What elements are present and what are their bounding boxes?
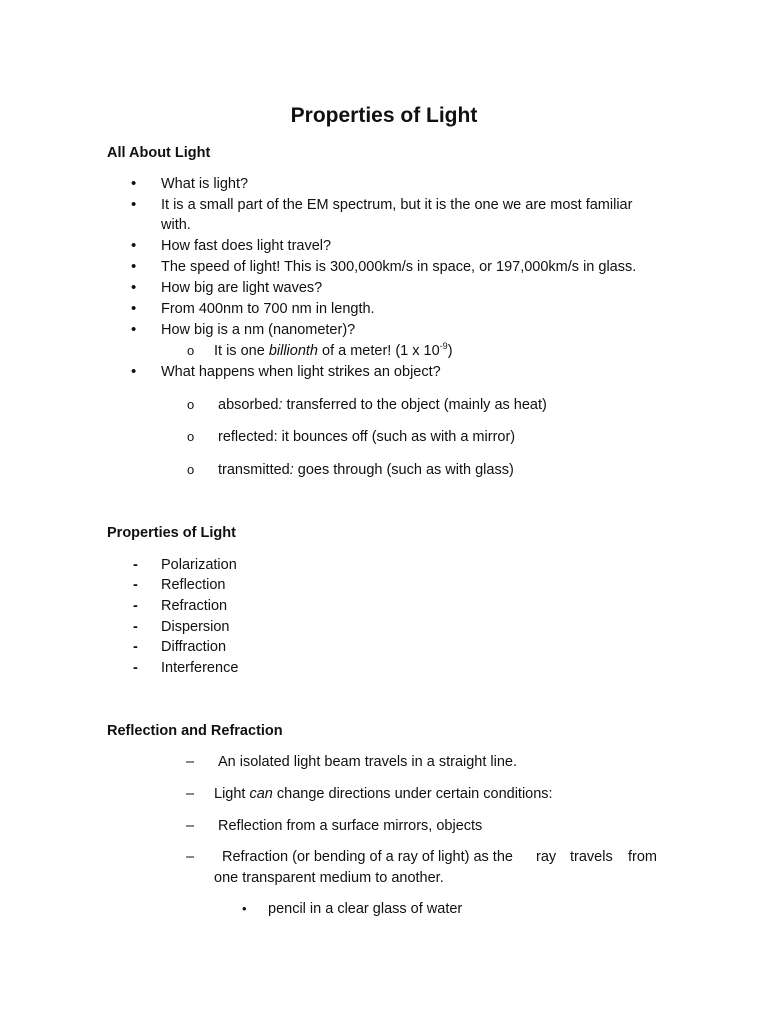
item-prefix: Light — [214, 786, 250, 802]
term: absorbed — [218, 397, 279, 413]
endash-bullet-icon: – — [186, 849, 195, 865]
bullet-icon: • — [131, 300, 137, 317]
list-item: Polarization — [161, 557, 237, 573]
list-item: What happens when light strikes an object? — [161, 364, 441, 380]
list-item-continuation: one transparent medium to another. — [214, 870, 444, 886]
circle-bullet-icon: o — [187, 462, 195, 477]
sub-list-item — [218, 395, 547, 415]
bullet-icon: • — [131, 363, 137, 380]
sub-list-item — [218, 460, 514, 480]
bullet-icon: • — [131, 321, 137, 338]
dash-bullet-icon: - — [133, 598, 138, 614]
circle-bullet-icon: o — [187, 429, 195, 444]
circle-bullet-icon: o — [187, 343, 195, 358]
bullet-icon: • — [131, 237, 137, 254]
term-description: it bounces off (such as with a mirror) — [277, 429, 516, 445]
list-item: From 400nm to 700 nm in length. — [161, 301, 375, 317]
page-title: Properties of Light — [290, 104, 478, 127]
list-item: Diffraction — [161, 639, 227, 655]
item-suffix: change directions under certain conditions: — [272, 786, 553, 802]
term-colon: : — [289, 462, 294, 478]
list-item: How big is a nm (nanometer)? — [161, 322, 356, 338]
sub-item-suffix: of a meter! (1 x 10 — [317, 343, 440, 359]
list-item-word: from — [628, 849, 657, 865]
section-heading-reflection-and-refraction: Reflection and Refraction — [107, 723, 283, 739]
bullet-icon: • — [131, 196, 137, 213]
section-heading-all-about-light: All About Light — [107, 145, 211, 161]
list-item: Reflection from a surface mirrors, objects — [218, 818, 483, 834]
sub-item-prefix: It is one — [214, 343, 269, 359]
sub-list-item: pencil in a clear glass of water — [268, 901, 463, 917]
list-item-word: travels — [570, 849, 613, 865]
list-item: Dispersion — [161, 619, 230, 635]
term-description: goes through (such as with glass) — [293, 462, 514, 478]
dash-bullet-icon: - — [133, 577, 138, 593]
term: reflected — [218, 429, 274, 445]
circle-bullet-icon: o — [187, 397, 195, 412]
bullet-icon: • — [131, 258, 137, 275]
item-italic: can — [249, 786, 273, 802]
list-item — [214, 784, 553, 804]
list-item-word: ray — [536, 849, 557, 865]
list-item: Reflection — [161, 577, 226, 593]
endash-bullet-icon: – — [186, 786, 195, 802]
list-item: How fast does light travel? — [161, 238, 332, 254]
sub-item-italic: billionth — [268, 343, 318, 359]
list-item-part: Refraction (or bending of a ray of light) as the — [222, 849, 513, 865]
term-description: transferred to the object (mainly as heat) — [282, 397, 547, 413]
list-item-continuation: with. — [161, 217, 191, 233]
list-item: What is light? — [161, 176, 249, 192]
sub-list-item — [214, 341, 453, 361]
section-heading-properties-of-light: Properties of Light — [107, 525, 236, 541]
sub-list-item — [218, 427, 515, 447]
dash-bullet-icon: - — [133, 619, 138, 635]
bullet-icon: • — [131, 175, 137, 192]
list-item: The speed of light! This is 300,000km/s in space, or 197,000km/s in glass. — [161, 259, 637, 275]
list-item: Interference — [161, 660, 239, 676]
term-colon: : — [278, 397, 283, 413]
term-colon: : — [273, 429, 278, 445]
term: transmitted — [218, 462, 290, 478]
bullet-icon: • — [242, 901, 247, 916]
endash-bullet-icon: – — [186, 754, 195, 770]
exponent: -9 — [439, 341, 448, 352]
list-item: An isolated light beam travels in a straight line. — [218, 754, 518, 770]
dash-bullet-icon: - — [133, 639, 138, 655]
bullet-icon: • — [131, 279, 137, 296]
list-item: How big are light waves? — [161, 280, 323, 296]
dash-bullet-icon: - — [133, 557, 138, 573]
endash-bullet-icon: – — [186, 818, 195, 834]
list-item: Refraction — [161, 598, 228, 614]
list-item: It is a small part of the EM spectrum, but it is the one we are most familiar — [161, 197, 633, 213]
sub-item-close: ) — [447, 343, 453, 359]
dash-bullet-icon: - — [133, 660, 138, 676]
